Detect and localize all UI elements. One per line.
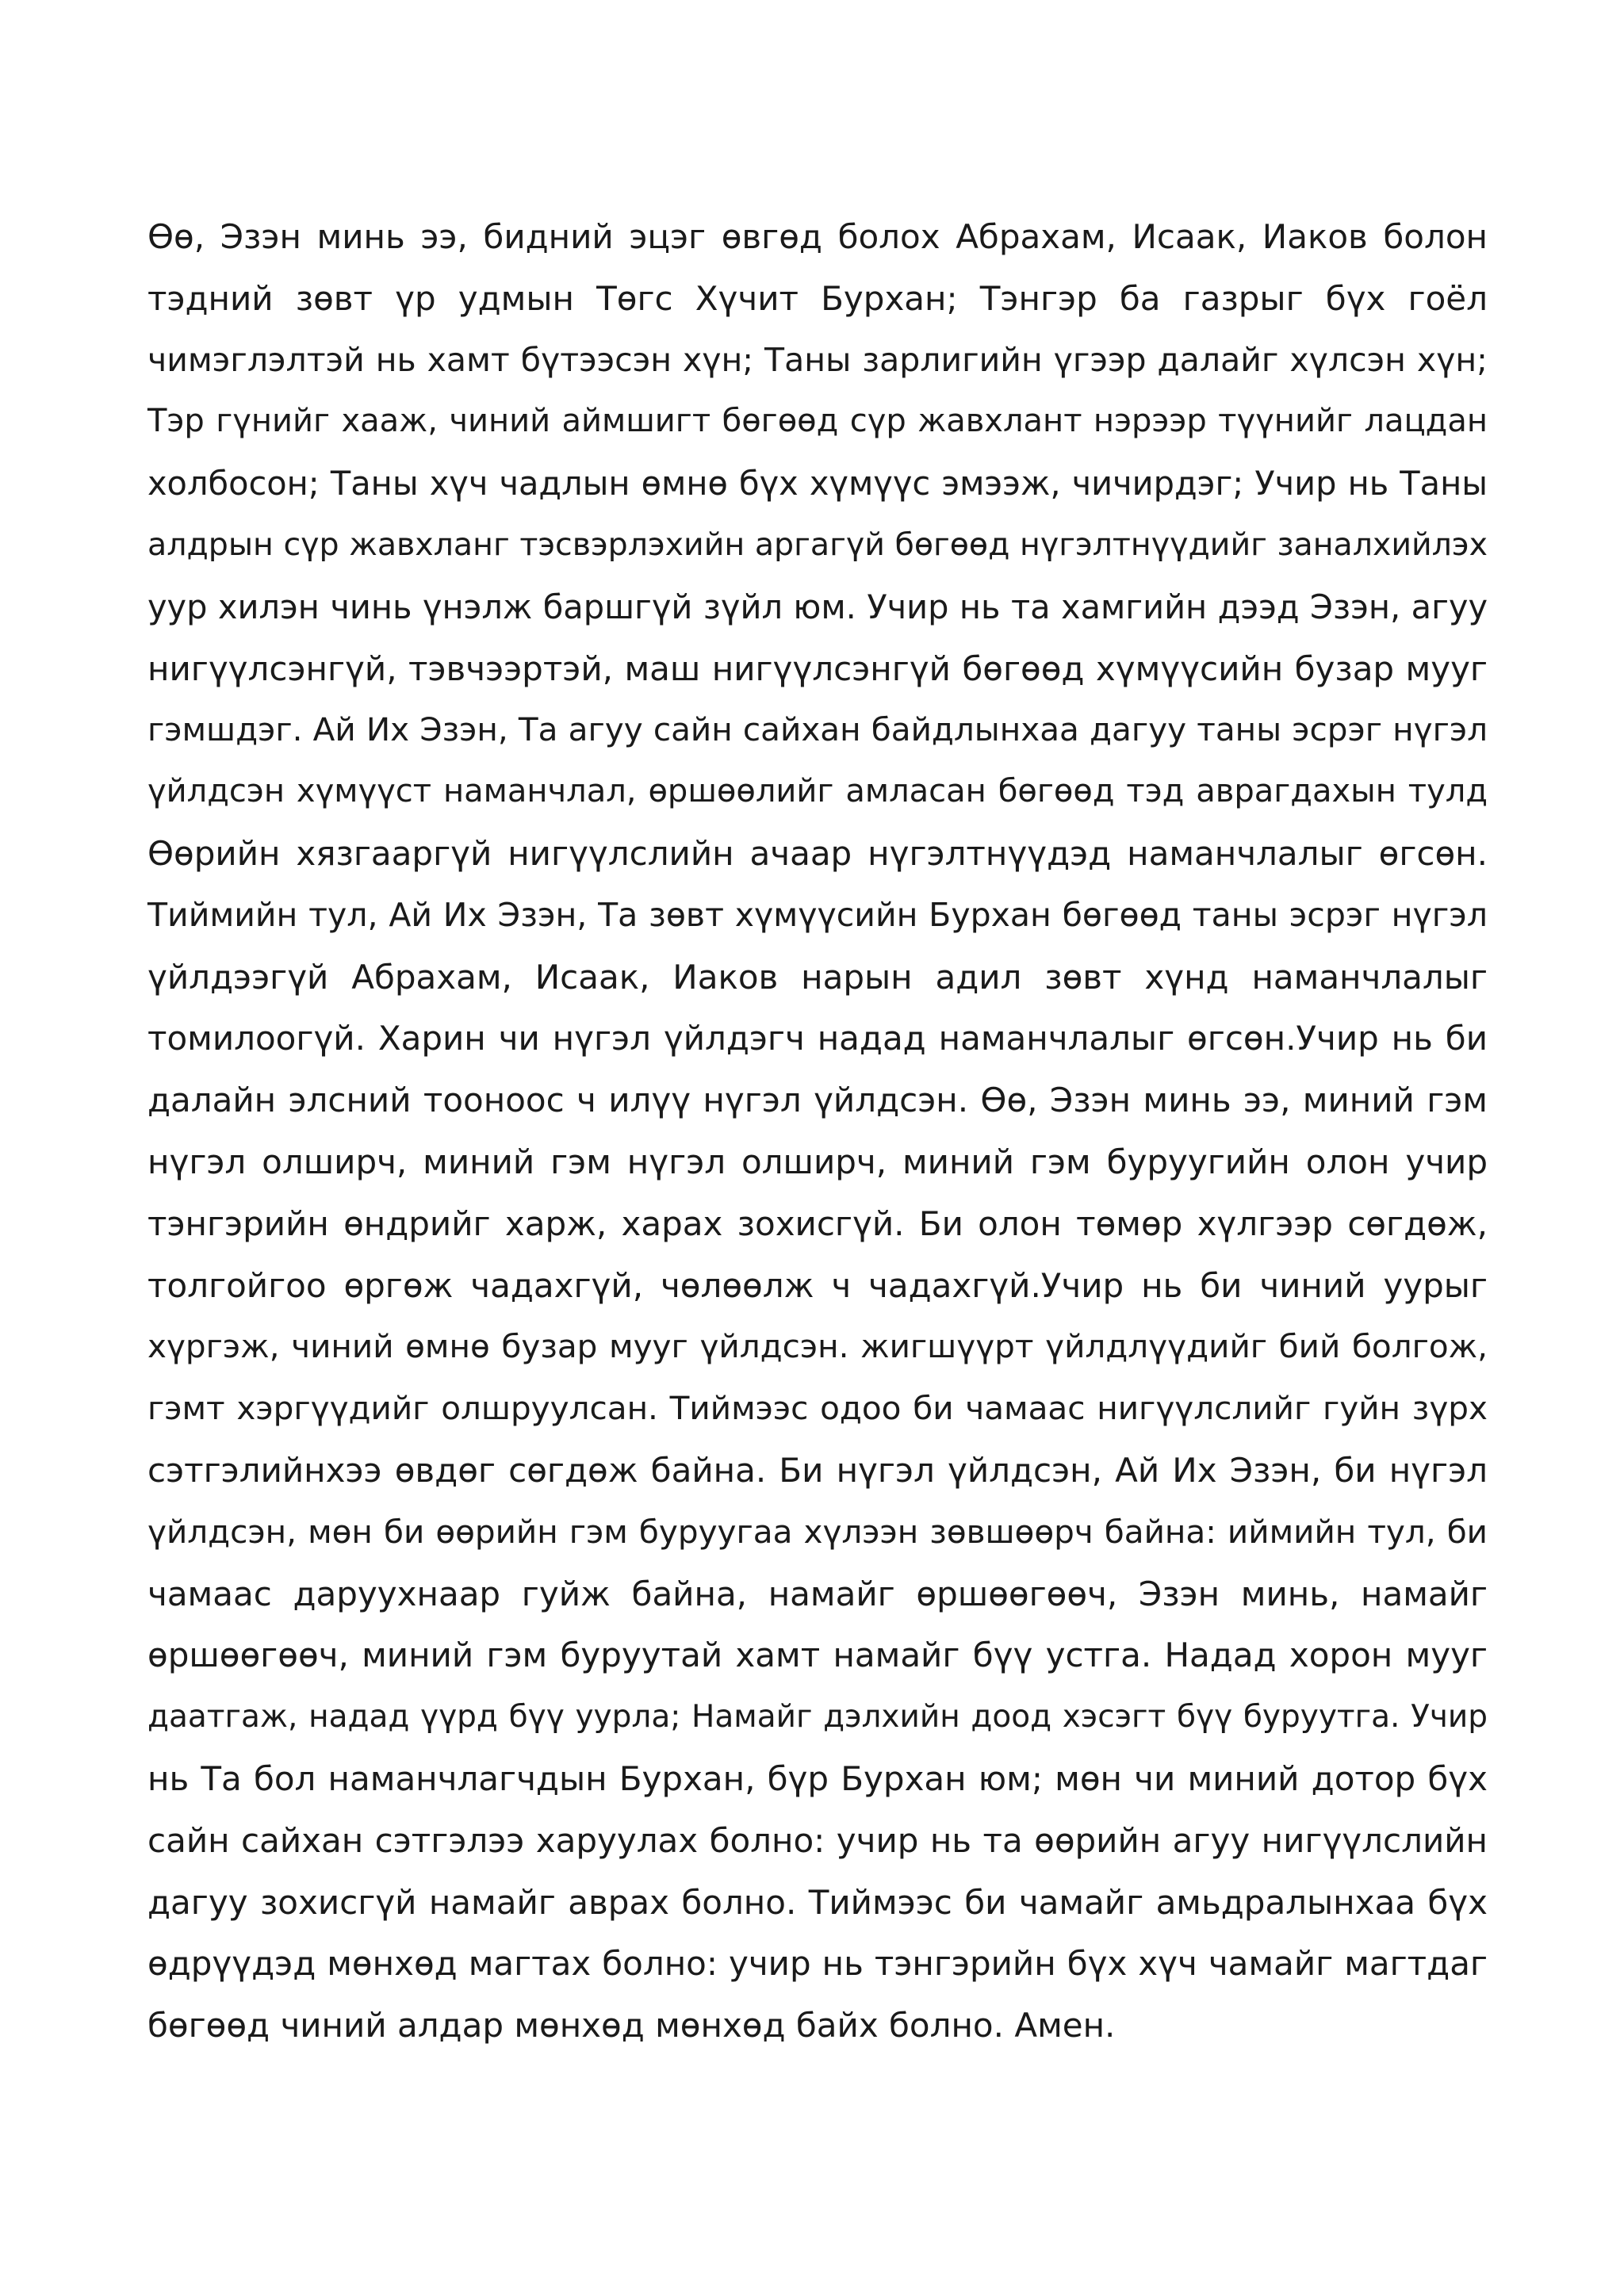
text-line: сэтгэлийнхээ өвдөг сөгдөж байна. Би нүгэл үйлдсэн, Ай Их Эзэн, би нүгэл: [147, 1450, 1488, 1490]
prayer-text: [147, 206, 1488, 2057]
text-line: Өөрийн хязгааргүй нигүүлслийн ачаар нүгэлтнүүдэд наманчлалыг өгсөн.: [147, 833, 1488, 873]
text-line: холбосон; Таны хүч чадлын өмнө бүх хүмүүс эмээж, чичирдэг; Учир нь Таны: [147, 464, 1488, 503]
text-line: өршөөгөөч, миний гэм буруутай хамт намайг бүү устга. Надад хорон мууг: [147, 1636, 1488, 1675]
text-line: үйлдсэн, мөн би өөрийн гэм буруугаа хүлээн зөвшөөрч байна: иймийн тул, би: [147, 1512, 1488, 1551]
text-line: далайн элсний тооноос ч илүү нүгэл үйлдсэн. Өө, Эзэн минь ээ, миний гэм: [147, 1081, 1488, 1120]
text-line: тэнгэрийн өндрийг харж, харах зохисгүй. Би олон төмөр хүлгээр сөгдөж,: [147, 1203, 1488, 1243]
text-line: даатгаж, надад үүрд бүү уурла; Намайг дэлхийн доод хэсэгт бүү буруутга. Учир: [147, 1699, 1488, 1735]
text-line: нүгэл олширч, миний гэм нүгэл олширч, миний гэм буруугийн олон учир: [147, 1142, 1488, 1181]
text-line: чимэглэлтэй нь хамт бүтээсэн хүн; Таны зарлигийн үгээр далайг хүлсэн хүн;: [147, 340, 1488, 379]
text-line: нигүүлсэнгүй, тэвчээртэй, маш нигүүлсэнгүй бөгөөд хүмүүсийн бузар мууг: [147, 649, 1488, 688]
text-line: үйлдсэн хүмүүст наманчлал, өршөөлийг амласан бөгөөд тэд аврагдахын тулд: [147, 773, 1488, 810]
text-line: Өө, Эзэн минь ээ, бидний эцэг өвгөд болох Абрахам, Исаак, Иаков болон: [147, 217, 1488, 256]
text-line: Тиймийн тул, Ай Их Эзэн, Та зөвт хүмүүсийн Бурхан бөгөөд таны эсрэг нүгэл: [147, 895, 1488, 934]
text-line: толгойгоо өргөж чадахгүй, чөлөөлж ч чадахгүй.Учир нь би чиний уурыг: [147, 1265, 1488, 1305]
text-line: дагуу зохисгүй намайг аврах болно. Тиймээс би чамайг амьдралынхаа бүх: [147, 1882, 1488, 1922]
text-line: үйлдээгүй Абрахам, Исаак, Иаков нарын адил зөвт хүнд наманчлалыг: [147, 957, 1488, 997]
text-line: чамаас даруухнаар гуйж байна, намайг өршөөгөөч, Эзэн минь, намайг: [147, 1574, 1488, 1613]
text-line: томилоогүй. Харин чи нүгэл үйлдэгч надад наманчлалыг өгсөн.Учир нь би: [147, 1019, 1488, 1058]
text-line: сайн сайхан сэтгэлээ харуулах болно: учир нь та өөрийн агуу нигүүлслийн: [147, 1820, 1488, 1860]
text-line: алдрын сүр жавхланг тэсвэрлэхийн аргагүй бөгөөд нүгэлтнүүдийг заналхийлэх: [147, 526, 1488, 563]
text-line: өдрүүдэд мөнхөд магтах болно: учир нь тэнгэрийн бүх хүч чамайг магтдаг: [147, 1944, 1488, 1984]
text-line: уур хилэн чинь үнэлж баршгүй зүйл юм. Учир нь та хамгийн дээд Эзэн, агуу: [147, 587, 1488, 626]
text-line: нь Та бол наманчлагчдын Бурхан, бүр Бурхан юм; мөн чи миний дотор бүх: [147, 1758, 1488, 1798]
text-line: гэмт хэргүүдийг олшруулсан. Тиймээс одоо би чамаас нигүүлслийг гуйн зүрх: [147, 1389, 1488, 1428]
text-line: тэдний зөвт үр удмын Төгс Хүчит Бурхан; Тэнгэр ба газрыг бүх гоёл: [147, 278, 1488, 318]
text-line: гэмшдэг. Ай Их Эзэн, Та агуу сайн сайхан байдлынхаа дагуу таны эсрэг нүгэл: [147, 710, 1488, 749]
text-line: Тэр гүнийг хааж, чиний аймшигт бөгөөд сүр жавхлант нэрээр түүнийг лацдан: [147, 403, 1488, 440]
text-line-last: бөгөөд чиний алдар мөнхөд мөнхөд байх болно. Амен.: [147, 2006, 1116, 2045]
text-line: хүргэж, чиний өмнө бузар мууг үйлдсэн. жигшүүрт үйлдлүүдийг бий болгож,: [147, 1327, 1488, 1366]
